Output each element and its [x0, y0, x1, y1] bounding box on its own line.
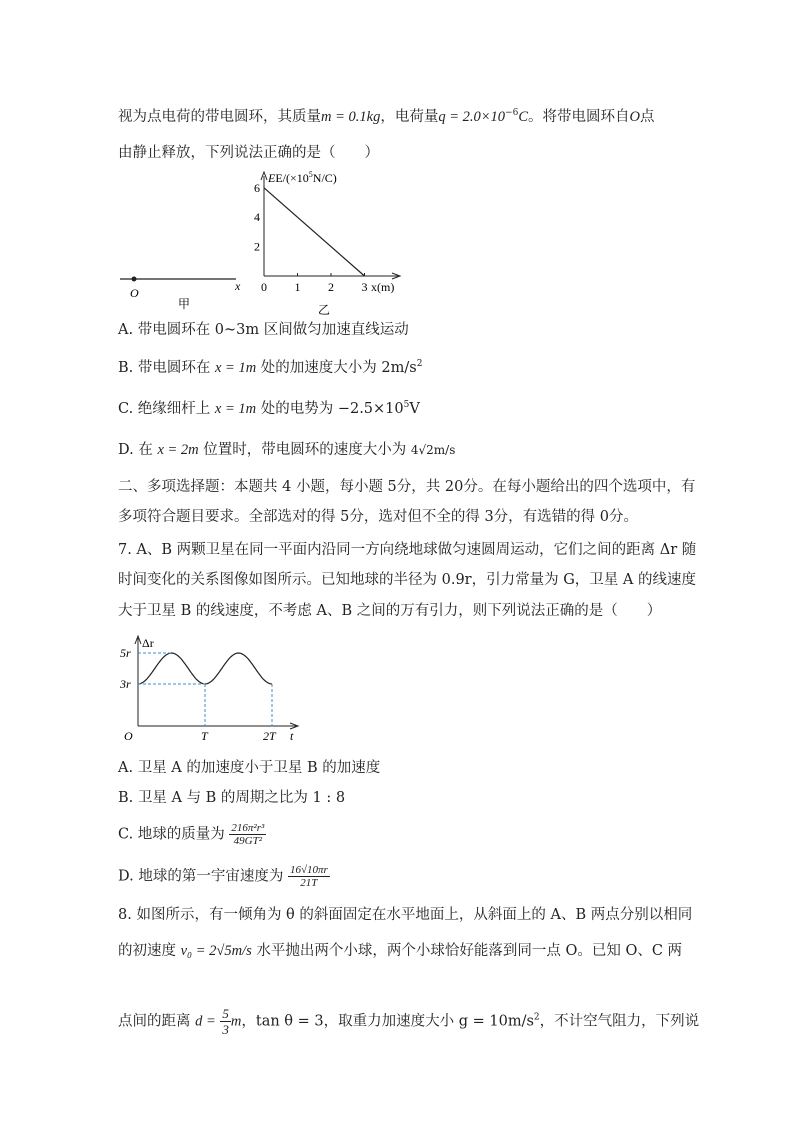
yi-y-tick-label: 6	[254, 180, 260, 195]
intro-text: 。将带电圆环自	[527, 109, 630, 125]
q7-x-tick-label: T	[201, 729, 208, 743]
q8-stem-line-3: 点间的距离 d = $\frac{5}{3}$ m，tan θ = 3，取重力加速度大小 $g = 10m/s^2$，不计空气阻力，下列说	[118, 1006, 700, 1037]
yi-y-label: $EE/(\times 10^5N/C)$	[268, 170, 337, 185]
q7-option-c[interactable]: C. 地球的质量为 $\frac{\text{216π²r³}}{\text{49GT²}}$	[118, 822, 265, 847]
q7-x-label: t	[290, 729, 294, 743]
section2-line-2: 多项符合题目要求。全部选对的得 5分，选对但不全的得 3分，有选错的得 0分。	[118, 509, 639, 525]
q6-option-b[interactable]: B. 带电圆环在 x = 1m 处的加速度大小为 $2m/s^2$	[118, 359, 423, 376]
q7-y-tick-label: 5r	[120, 646, 131, 660]
q7-y-tick-label: 3r	[120, 677, 131, 691]
charge-value: q = 2.0×10	[438, 109, 506, 125]
q6-intro-line-1	[118, 107, 654, 127]
point-o: O	[629, 109, 640, 125]
distance-fraction: $\frac{5}{3}$	[222, 1006, 229, 1037]
yi-series-line	[264, 188, 365, 276]
q6-option-a[interactable]: A. 带电圆环在 0~3m 区间做匀加速直线运动	[118, 322, 409, 338]
q8-stem-line-1: 8. 如图所示，有一倾角为 θ 的斜面固定在水平地面上，从斜面上的 A、B 两点分别以相同	[118, 907, 693, 923]
intro-text: 点	[639, 109, 655, 125]
velocity-fraction: $\frac{16√10\pi r}{21T}$	[289, 864, 328, 889]
q7-stem-line-3: 大于卫星 B 的线速度，不考虑 A、B 之间的万有引力，则下列说法正确的是（ ）	[118, 603, 662, 619]
yi-caption: 乙	[318, 303, 331, 317]
yi-y-tick-label: 2	[254, 239, 260, 254]
mass-value: m = 0.1kg	[321, 109, 381, 125]
q7-origin-label: O	[124, 729, 133, 743]
q7-option-d[interactable]: D. 地球的第一宇宙速度为 $\frac{16√10\pi r}{21T}$	[118, 864, 328, 889]
charge-unit: C	[518, 109, 528, 125]
q6-option-c[interactable]: C. 绝缘细杆上 x = 1m 处的电势为 $-2.5\times 10^5V$	[118, 400, 420, 417]
q7-stem-line-1: 7. A、B 两颗卫星在同一平面内沿同一方向绕地球做匀速圆周运动，它们之间的距离 Δr 随	[118, 542, 697, 558]
section2-line-1: 二、多项选择题：本题共 4 小题，每小题 5分，共 20分。在每小题给出的四个选项中，有	[118, 479, 696, 495]
yi-x-tick-label: 1	[294, 280, 301, 294]
q7-series-curve	[138, 653, 272, 684]
yi-x-tick-label: 2	[328, 280, 334, 294]
q6-option-d[interactable]: D. 在 x = 2m 位置时，带电圆环的速度大小为 4√2m/s	[118, 442, 456, 458]
jia-axis-label: x	[235, 279, 241, 293]
q7-y-label: Δr	[142, 636, 154, 650]
jia-origin-dot	[132, 277, 137, 282]
figure-jia	[118, 275, 248, 315]
mass-fraction: $\frac{\text{216π²r³}}{\text{49GT²}}$	[231, 822, 265, 847]
jia-origin-label: O	[130, 286, 139, 300]
yi-x-tick-label: 3	[361, 280, 368, 294]
yi-x-tick-label: 0	[261, 280, 267, 294]
q7-figure-chart	[118, 632, 308, 744]
q7-option-a[interactable]: A. 卫星 A 的加速度小于卫星 B 的加速度	[118, 760, 381, 776]
q7-option-b[interactable]: B. 卫星 A 与 B 的周期之比为 1 : 8	[118, 790, 346, 806]
charge-exponent: −6	[505, 108, 519, 119]
intro-text: 视为点电荷的带电圆环，其质量	[118, 109, 321, 125]
q7-stem-line-2: 时间变化的关系图像如图所示。已知地球的半径为 0.9r，引力常量为 G，卫星 A 的线速度	[118, 572, 696, 588]
jia-caption: 甲	[178, 297, 191, 311]
figure-yi-chart	[250, 168, 420, 318]
q6-intro-line-2: 由静止释放，下列说法正确的是（ ）	[118, 145, 379, 161]
q7-x-tick-label: 2T	[263, 729, 276, 743]
intro-text: ，电荷量	[380, 109, 439, 125]
yi-x-label: x(m)	[371, 280, 395, 294]
yi-y-tick-label: 4	[254, 210, 260, 225]
q8-stem-line-2: 的初速度 v₀ = 2√5m/s 水平抛出两个小球，两个小球恰好能落到同一点 O。已知 O、C 两	[118, 943, 683, 959]
